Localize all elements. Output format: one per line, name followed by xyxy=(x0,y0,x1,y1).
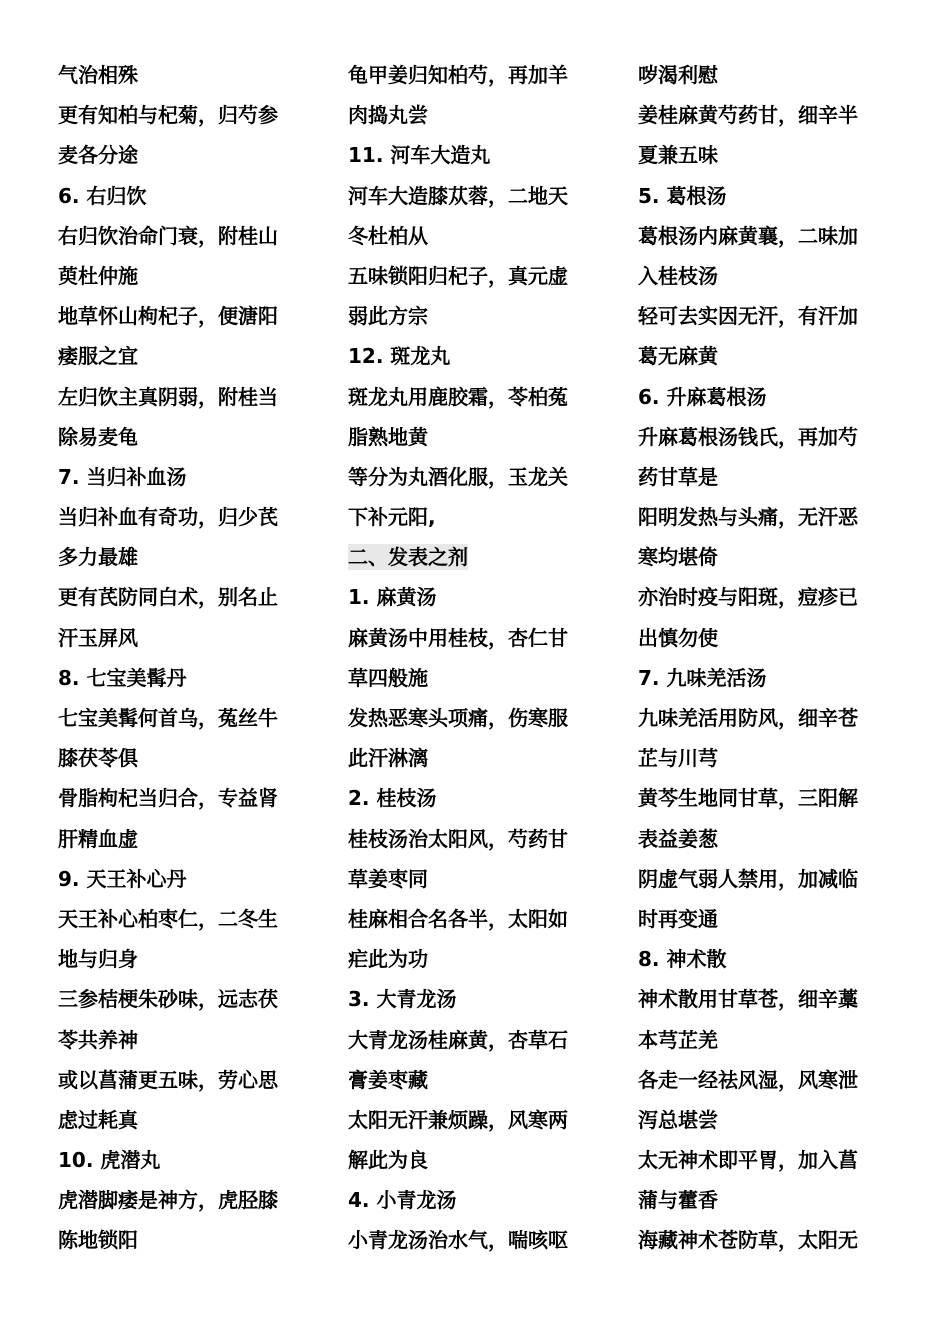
line-text: 当归补血有奇功，归少芪 xyxy=(58,505,278,530)
text-line xyxy=(58,537,328,577)
text-line xyxy=(348,698,618,738)
line-text: 或以菖蒲更五味，劳心思 xyxy=(58,1067,278,1092)
line-text: 膝茯苓俱 xyxy=(58,746,138,771)
line-text: 芷与川芎 xyxy=(638,746,718,771)
line-text: 地草怀山枸杞子，便溏阳 xyxy=(58,304,278,329)
line-text: 本芎芷羌 xyxy=(638,1027,718,1052)
text-line xyxy=(58,1140,328,1180)
text-line xyxy=(638,497,918,537)
text-line xyxy=(348,738,618,778)
line-text: 11. 河车大造丸 xyxy=(348,143,491,168)
line-text: 汗玉屏风 xyxy=(58,625,138,650)
line-text: 海藏神术苍防草，太阳无 xyxy=(638,1228,858,1253)
text-line xyxy=(348,1140,618,1180)
text-line xyxy=(638,95,918,135)
text-line xyxy=(58,1220,328,1260)
line-text: 2. 桂枝汤 xyxy=(348,786,437,811)
text-line xyxy=(638,417,918,457)
text-column-2 xyxy=(348,55,618,1261)
text-line xyxy=(348,1020,618,1060)
text-line xyxy=(58,979,328,1019)
line-text: 地与归身 xyxy=(58,947,138,972)
line-text: 3. 大青龙汤 xyxy=(348,987,457,1012)
line-text: 弱此方宗 xyxy=(348,304,428,329)
line-text: 更有芪防同白术，别名止 xyxy=(58,585,278,610)
text-line xyxy=(638,1020,918,1060)
text-line xyxy=(58,336,328,376)
line-text: 葛无麻黄 xyxy=(638,344,718,369)
text-line xyxy=(348,658,618,698)
line-text: 骨脂枸杞当归合，专益肾 xyxy=(58,786,278,811)
line-text: 疟此为功 xyxy=(348,947,428,972)
text-line xyxy=(348,979,618,1019)
text-line xyxy=(348,336,618,376)
text-line xyxy=(58,658,328,698)
text-line xyxy=(58,618,328,658)
line-text: 6. 升麻葛根汤 xyxy=(638,384,767,409)
line-text: 表益姜葱 xyxy=(638,826,718,851)
line-text: 肉捣丸尝 xyxy=(348,103,428,128)
text-line xyxy=(348,296,618,336)
text-line xyxy=(58,1020,328,1060)
line-text: 等分为丸酒化服，玉龙关 xyxy=(348,464,568,489)
line-text: 10. 虎潜丸 xyxy=(58,1148,161,1173)
text-line xyxy=(58,698,328,738)
line-text: 1. 麻黄汤 xyxy=(348,585,437,610)
text-line xyxy=(348,55,618,95)
line-text: 冬杜柏从 xyxy=(348,223,428,248)
text-line xyxy=(58,1180,328,1220)
text-line xyxy=(348,1220,618,1260)
text-line xyxy=(58,256,328,296)
text-line xyxy=(638,216,918,256)
text-line xyxy=(58,1100,328,1140)
text-line xyxy=(348,1100,618,1140)
text-line xyxy=(348,176,618,216)
text-line xyxy=(638,778,918,818)
text-line xyxy=(348,417,618,457)
line-text: 肝精血虚 xyxy=(58,826,138,851)
text-line xyxy=(348,819,618,859)
line-text: 夏兼五味 xyxy=(638,143,718,168)
line-text: 解此为良 xyxy=(348,1148,428,1173)
line-text: 哕渴利慰 xyxy=(638,63,718,87)
text-line xyxy=(638,859,918,899)
text-line xyxy=(638,899,918,939)
section-heading: 二、发表之剂 xyxy=(348,545,468,570)
text-line xyxy=(638,377,918,417)
text-line xyxy=(348,577,618,617)
line-text: 草姜枣同 xyxy=(348,866,428,891)
line-text: 桂麻相合名各半，太阳如 xyxy=(348,906,568,931)
line-text: 8. 神术散 xyxy=(638,947,727,972)
line-text: 9. 天王补心丹 xyxy=(58,866,187,891)
text-line xyxy=(638,577,918,617)
text-line xyxy=(638,296,918,336)
line-text: 亦治时疫与阳斑，痘疹已 xyxy=(638,585,858,610)
text-line xyxy=(58,939,328,979)
text-line xyxy=(348,256,618,296)
line-text: 药甘草是 xyxy=(638,464,718,489)
line-text: 龟甲姜归知柏芍，再加羊 xyxy=(348,63,568,87)
line-text: 苓共养神 xyxy=(58,1027,138,1052)
line-text: 痿服之宜 xyxy=(58,344,138,369)
text-line xyxy=(638,1220,918,1260)
text-line xyxy=(58,457,328,497)
text-line xyxy=(58,95,328,135)
line-text: 脂熟地黄 xyxy=(348,424,428,449)
text-line xyxy=(638,1060,918,1100)
line-text: 麦各分途 xyxy=(58,143,138,168)
text-line xyxy=(638,457,918,497)
text-line xyxy=(58,899,328,939)
line-text: 阳明发热与头痛，无汗恶 xyxy=(638,505,858,530)
line-text: 此汗淋漓 xyxy=(348,746,428,771)
line-text: 更有知柏与杞菊，归芍参 xyxy=(58,103,278,128)
line-text: 除易麦龟 xyxy=(58,424,138,449)
line-text: 麻黄汤中用桂枝，杏仁甘 xyxy=(348,625,568,650)
text-line xyxy=(638,55,918,95)
text-line xyxy=(348,899,618,939)
line-text: 萸杜仲施 xyxy=(58,263,138,288)
text-line xyxy=(58,216,328,256)
line-text: 出慎勿使 xyxy=(638,625,718,650)
text-line xyxy=(58,577,328,617)
line-text: 右归饮治命门衰，附桂山 xyxy=(58,223,278,248)
text-line xyxy=(58,497,328,537)
text-line xyxy=(638,537,918,577)
text-line xyxy=(348,537,618,577)
text-line xyxy=(348,859,618,899)
text-column-3 xyxy=(638,55,918,1261)
line-text: 7. 九味羌活汤 xyxy=(638,665,767,690)
line-text: 多力最雄 xyxy=(58,545,138,570)
text-line xyxy=(348,135,618,175)
text-line xyxy=(638,1180,918,1220)
text-line xyxy=(58,55,328,95)
line-text: 大青龙汤桂麻黄，杏草石 xyxy=(348,1027,568,1052)
text-line xyxy=(348,457,618,497)
text-column-1 xyxy=(58,55,328,1261)
line-text: 寒均堪倚 xyxy=(638,545,718,570)
text-line xyxy=(638,939,918,979)
text-line xyxy=(348,618,618,658)
line-text: 五味锁阳归杞子，真元虚 xyxy=(348,263,568,288)
text-line xyxy=(348,377,618,417)
text-line xyxy=(638,819,918,859)
line-text: 各走一经祛风湿，风寒泄 xyxy=(638,1067,858,1092)
text-line xyxy=(638,738,918,778)
text-line xyxy=(638,176,918,216)
line-text: 神术散用甘草苍，细辛藁 xyxy=(638,987,858,1012)
line-text: 发热恶寒头项痛，伤寒服 xyxy=(348,706,568,730)
line-text: 七宝美髯何首乌，菟丝牛 xyxy=(58,706,278,730)
line-text: 升麻葛根汤钱氏，再加芍 xyxy=(638,424,858,449)
text-line xyxy=(638,1140,918,1180)
line-text: 虑过耗真 xyxy=(58,1107,138,1132)
line-text: 8. 七宝美髯丹 xyxy=(58,665,187,690)
text-line xyxy=(348,939,618,979)
line-text: 三参桔梗朱砂味，远志茯 xyxy=(58,987,278,1012)
text-line xyxy=(58,417,328,457)
text-line xyxy=(58,296,328,336)
text-line xyxy=(638,336,918,376)
text-line xyxy=(58,778,328,818)
line-text: 膏姜枣藏 xyxy=(348,1067,428,1092)
line-text: 斑龙丸用鹿胶霜，苓柏菟 xyxy=(348,384,568,409)
line-text: 虎潜脚痿是神方，虎胫膝 xyxy=(58,1188,278,1213)
line-text: 蒲与藿香 xyxy=(638,1188,718,1213)
line-text: 气治相殊 xyxy=(58,63,138,87)
text-line xyxy=(638,658,918,698)
text-line xyxy=(348,95,618,135)
text-line xyxy=(58,1060,328,1100)
text-line xyxy=(638,698,918,738)
text-line xyxy=(638,979,918,1019)
text-line xyxy=(348,1060,618,1100)
line-text: 九味羌活用防风，细辛苍 xyxy=(638,706,858,730)
line-text: 葛根汤内麻黄襄，二味加 xyxy=(638,223,858,248)
line-text: 7. 当归补血汤 xyxy=(58,464,187,489)
line-text: 太阳无汗兼烦躁，风寒两 xyxy=(348,1107,568,1132)
text-line xyxy=(638,618,918,658)
line-text: 天王补心柏枣仁，二冬生 xyxy=(58,906,278,931)
line-text: 桂枝汤治太阳风，芍药甘 xyxy=(348,826,568,851)
line-text: 阴虚气弱人禁用，加减临 xyxy=(638,866,858,891)
line-text: 太无神术即平胃，加入菖 xyxy=(638,1148,858,1173)
text-line xyxy=(58,176,328,216)
text-line xyxy=(348,778,618,818)
text-line xyxy=(58,859,328,899)
text-line xyxy=(638,135,918,175)
line-text: 姜桂麻黄芍药甘，细辛半 xyxy=(638,103,858,128)
text-line xyxy=(58,819,328,859)
text-line xyxy=(58,377,328,417)
line-text: 小青龙汤治水气，喘咳呕 xyxy=(348,1228,568,1253)
line-text: 左归饮主真阴弱，附桂当 xyxy=(58,384,278,409)
text-line xyxy=(348,216,618,256)
text-line xyxy=(638,1100,918,1140)
line-text: 5. 葛根汤 xyxy=(638,183,727,208)
line-text: 泻总堪尝 xyxy=(638,1107,718,1132)
line-text: 陈地锁阳 xyxy=(58,1228,138,1253)
line-text: 时再变通 xyxy=(638,906,718,931)
text-line xyxy=(348,1180,618,1220)
line-text: 6. 右归饮 xyxy=(58,183,147,208)
line-text: 黄芩生地同甘草，三阳解 xyxy=(638,786,858,811)
line-text: 入桂枝汤 xyxy=(638,263,718,288)
text-line xyxy=(638,256,918,296)
line-text: 12. 斑龙丸 xyxy=(348,344,451,369)
line-text: 河车大造膝苁蓉，二地天 xyxy=(348,183,568,208)
line-text: 草四般施 xyxy=(348,665,428,690)
line-text: 轻可去实因无汗，有汗加 xyxy=(638,304,858,329)
text-line xyxy=(58,738,328,778)
text-line xyxy=(348,497,618,537)
text-line xyxy=(58,135,328,175)
line-text: 下补元阳, xyxy=(348,505,436,530)
line-text: 4. 小青龙汤 xyxy=(348,1188,457,1213)
